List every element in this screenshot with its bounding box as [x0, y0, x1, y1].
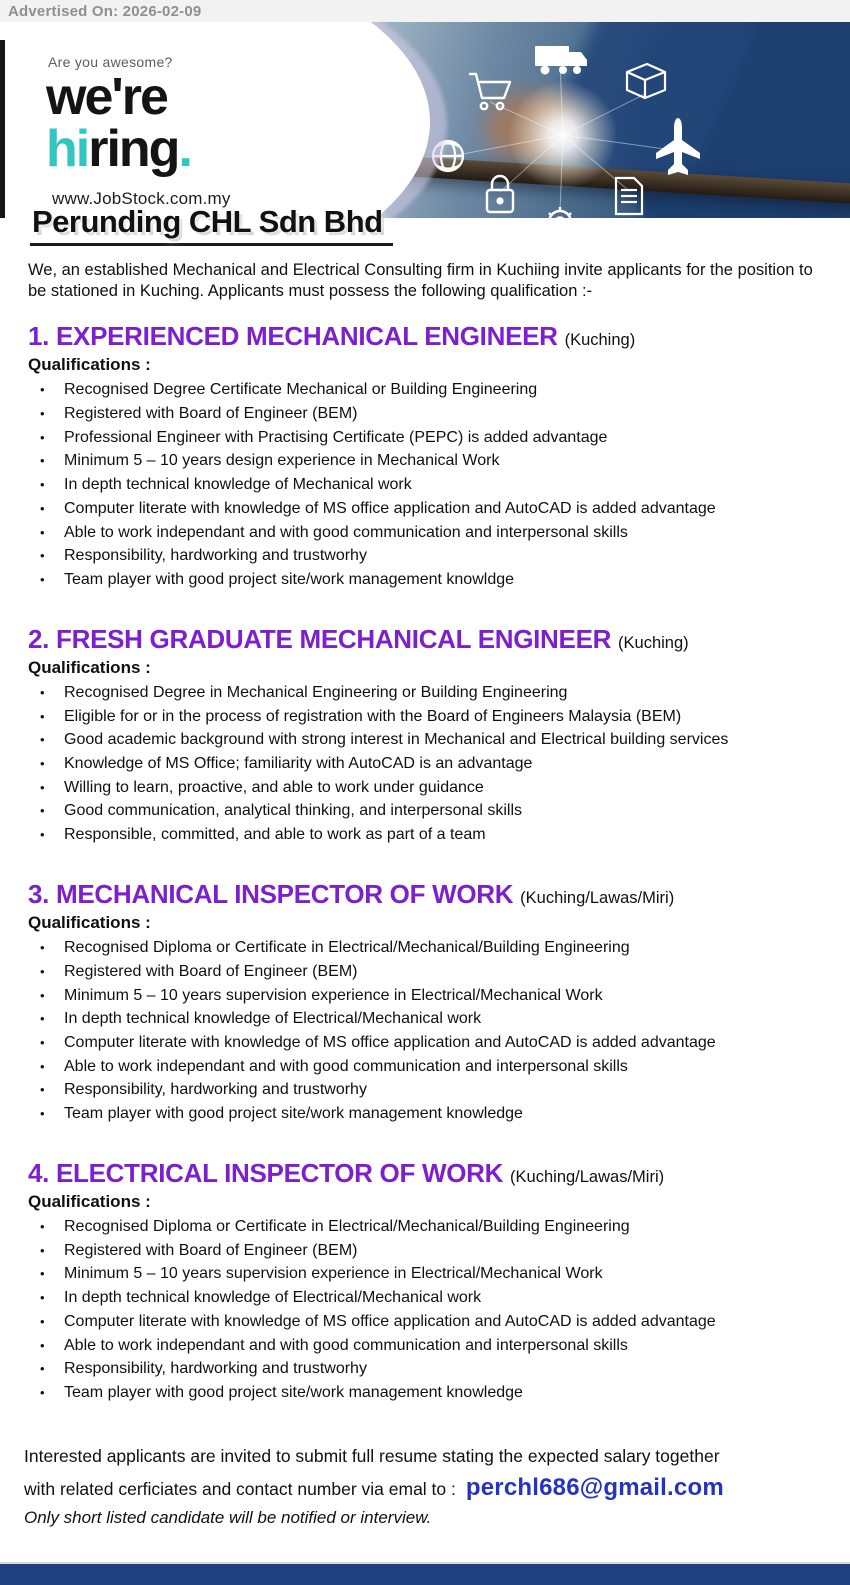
position-title: [28, 878, 824, 909]
qualification-text: Computer literate with knowledge of MS office application and AutoCAD is added advantage: [64, 1033, 716, 1051]
qualification-list: [28, 1215, 824, 1405]
qualification-item: [28, 776, 824, 800]
qualifications-label: Qualifications :: [28, 1192, 151, 1212]
position-title: [28, 323, 824, 350]
company-name: Perunding CHL Sdn Bhd: [30, 204, 393, 246]
truck-icon: [535, 46, 587, 74]
qualification-text: Knowledge of MS Office; familiarity with AutoCAD is an advantage: [64, 755, 533, 773]
qualification-item: [28, 426, 824, 450]
qualification-text: Good communication, analytical thinking, and interpersonal skills: [64, 802, 523, 820]
position-title-text: 1. EXPERIENCED MECHANICAL ENGINEER: [28, 321, 558, 351]
qualification-text: Able to work independant and with good communication and interpersonal skills: [64, 1057, 628, 1075]
position-title-text: 3. MECHANICAL INSPECTOR OF WORK: [28, 878, 514, 909]
qualification-item: [28, 1102, 824, 1126]
tagline: Are you awesome?: [48, 54, 173, 70]
jobstock-url: www.JobStock.com.my: [52, 188, 231, 208]
qualification-text: Minimum 5 – 10 years supervision experience in Electrical/Mechanical Work: [64, 986, 603, 1004]
qualifications-label: Qualifications :: [28, 355, 151, 375]
qualification-text: Registered with Board of Engineer (BEM): [64, 1241, 358, 1259]
airplane-icon: [656, 118, 700, 175]
bullet-icon: •: [40, 779, 45, 795]
wordmark-dot: .: [178, 119, 191, 178]
bullet-icon: •: [40, 524, 45, 540]
qualification-text: Recognised Diploma or Certificate in Electrical/Mechanical/Building Engineering: [64, 1218, 630, 1236]
qualification-text: Computer literate with knowledge of MS office application and AutoCAD is added advantage: [64, 499, 716, 517]
qualification-item: [28, 799, 824, 823]
qualification-text: In depth technical knowledge of Electrical/Mechanical work: [64, 1010, 482, 1028]
bullet-icon: •: [40, 548, 45, 564]
qualification-item: [28, 1357, 824, 1381]
qualification-text: Recognised Degree in Mechanical Engineering or Building Engineering: [64, 683, 568, 701]
qualification-text: Registered with Board of Engineer (BEM): [64, 405, 358, 422]
qualification-text: In depth technical knowledge of Electrical/Mechanical work: [64, 1289, 482, 1307]
bullet-icon: •: [40, 756, 45, 772]
qualification-item: [28, 752, 824, 776]
apply-instructions-prefix: with related cerficiates and contact number via emal to :: [24, 1478, 456, 1499]
qualification-item: [28, 497, 824, 521]
bullet-icon: •: [40, 708, 45, 724]
contact-email-link[interactable]: perchl686@gmail.com: [465, 1473, 724, 1501]
qualification-item: [28, 449, 824, 473]
bullet-icon: •: [40, 1337, 45, 1353]
qualifications-label: Qualifications :: [28, 657, 151, 677]
qualification-item: [28, 473, 824, 497]
position-section-3: [28, 878, 824, 1126]
bullet-icon: •: [40, 1384, 45, 1400]
qualification-list: [28, 681, 824, 847]
bullet-icon: •: [40, 732, 45, 748]
qualification-text: In depth technical knowledge of Mechanical work: [64, 476, 412, 494]
qualification-item: [28, 681, 824, 705]
position-section-1: [28, 323, 824, 592]
bullet-icon: •: [40, 429, 45, 445]
bullet-icon: •: [40, 1313, 45, 1329]
advertised-date: Advertised On: 2026-02-09: [8, 2, 202, 20]
qualification-text: Responsible, committed, and able to work as part of a team: [64, 826, 486, 844]
qualification-text: Good academic background with strong interest in Mechanical and Electrical building services: [64, 731, 729, 749]
bullet-icon: •: [40, 987, 45, 1003]
bullet-icon: •: [40, 1011, 45, 1027]
position-title: [28, 623, 824, 654]
position-location: (Kuching/Lawas/Miri): [510, 1167, 665, 1186]
qualification-item: [28, 1262, 824, 1286]
bullet-icon: •: [40, 406, 45, 421]
qualification-text: Able to work independant and with good communication and interpersonal skills: [64, 1336, 628, 1354]
qualification-item: [28, 1310, 824, 1334]
wordmark-ring: ring: [88, 119, 179, 178]
qualification-item: [28, 521, 824, 545]
qualification-item: [28, 568, 824, 592]
bullet-icon: •: [40, 1219, 45, 1235]
position-location: (Kuching): [618, 633, 689, 652]
qualifications-label: Qualifications :: [28, 913, 151, 933]
shopping-cart-icon: [470, 74, 510, 109]
qualification-item: [28, 1334, 824, 1358]
qualification-text: Team player with good project site/work management knowledge: [64, 1105, 523, 1123]
qualification-item: [28, 1239, 824, 1263]
qualification-text: Willing to learn, proactive, and able to work under guidance: [64, 778, 484, 796]
bullet-icon: •: [40, 500, 45, 516]
package-box-icon: [627, 64, 665, 98]
qualification-text: Recognised Diploma or Certificate in Electrical/Mechanical/Building Engineering: [64, 939, 630, 957]
qualification-item: [28, 984, 824, 1008]
qualification-text: Responsibility, hardworking and trustworhy: [64, 1360, 367, 1378]
qualification-item: [28, 402, 824, 426]
qualification-item: [28, 1007, 824, 1031]
position-title: [28, 1157, 824, 1188]
position-location: (Kuching): [564, 331, 636, 349]
advertised-date-bar: [0, 0, 850, 22]
qualification-item: [28, 1381, 824, 1405]
qualification-item: [28, 544, 824, 568]
bullet-icon: •: [40, 1058, 45, 1074]
intro-paragraph: We, an established Mechanical and Electrical Consulting firm in Kuchiing invite applicants for the position to be stationed in Kuching. Applicants must possess the following qualification :-: [28, 261, 813, 300]
qualification-text: Computer literate with knowledge of MS office application and AutoCAD is added advantage: [64, 1312, 716, 1330]
shortlist-note: Only short listed candidate will be notified or interview.: [24, 1507, 432, 1527]
qualification-text: Recognised Degree Certificate Mechanical or Building Engineering: [64, 381, 538, 399]
bottom-navy-bar: [0, 1562, 850, 1585]
bullet-icon: •: [40, 1082, 45, 1098]
qualification-item: [28, 728, 824, 752]
qualification-item: [28, 1031, 824, 1055]
bullet-icon: •: [40, 1361, 45, 1377]
bullet-icon: •: [40, 940, 45, 956]
bullet-icon: •: [40, 963, 45, 979]
position-section-4: [28, 1157, 824, 1405]
bullet-icon: •: [40, 1106, 45, 1122]
bullet-icon: •: [40, 1266, 45, 1282]
application-footer: [24, 1443, 826, 1530]
position-title-text: 2. FRESH GRADUATE MECHANICAL ENGINEER: [28, 623, 612, 654]
wordmark-hiring: [46, 119, 286, 178]
bullet-icon: •: [40, 477, 45, 493]
qualification-text: Minimum 5 – 10 years design experience in Mechanical Work: [64, 452, 500, 470]
qualification-text: Professional Engineer with Practising Certificate (PEPC) is added advantage: [64, 428, 608, 446]
bullet-icon: •: [40, 453, 45, 469]
qualification-item: [28, 1286, 824, 1310]
qualification-list: [28, 378, 824, 591]
wordmark-hi: hi: [46, 119, 89, 178]
qualification-item: [28, 1215, 824, 1239]
apply-instructions-line1: Interested applicants are invited to submit full resume stating the expected salary together: [24, 1445, 720, 1466]
qualification-text: Team player with good project site/work management knowledge: [64, 1383, 523, 1401]
connector-lines: [452, 62, 672, 212]
position-title-text: 4. ELECTRICAL INSPECTOR OF WORK: [28, 1157, 504, 1188]
qualification-item: [28, 1055, 824, 1079]
hiring-wordmark: [46, 54, 286, 209]
qualification-list: [28, 936, 824, 1126]
qualification-text: Registered with Board of Engineer (BEM): [64, 962, 358, 980]
qualification-text: Responsibility, hardworking and trustworhy: [64, 1081, 367, 1099]
hero-banner: [0, 22, 850, 218]
bullet-icon: •: [40, 684, 45, 700]
qualification-item: [28, 1078, 824, 1102]
wordmark-were: we're: [46, 68, 167, 126]
qualification-item: [28, 960, 824, 984]
qualification-text: Team player with good project site/work management knowldge: [64, 570, 515, 588]
qualification-item: [28, 936, 824, 960]
bullet-icon: •: [40, 803, 45, 819]
position-section-2: [28, 623, 824, 847]
bullet-icon: •: [40, 827, 45, 843]
qualification-text: Able to work independant and with good communication and interpersonal skills: [64, 523, 628, 541]
bullet-icon: •: [40, 1290, 45, 1306]
qualification-item: [28, 378, 824, 402]
qualification-text: Eligible for or in the process of registration with the Board of Engineers Malaysia (BEM): [64, 707, 682, 725]
apply-instructions-line2: [24, 1471, 826, 1506]
bullet-icon: •: [40, 1034, 45, 1050]
qualification-item: [28, 823, 824, 847]
qualification-item: [28, 705, 824, 729]
position-location: (Kuching/Lawas/Miri): [520, 888, 675, 907]
bullet-icon: •: [40, 1242, 45, 1258]
left-edge-strip: [0, 40, 5, 218]
bullet-icon: •: [40, 571, 45, 587]
qualification-text: Responsibility, hardworking and trustworhy: [64, 547, 367, 565]
bullet-icon: •: [40, 382, 45, 398]
qualification-text: Minimum 5 – 10 years supervision experience in Electrical/Mechanical Work: [64, 1265, 603, 1283]
